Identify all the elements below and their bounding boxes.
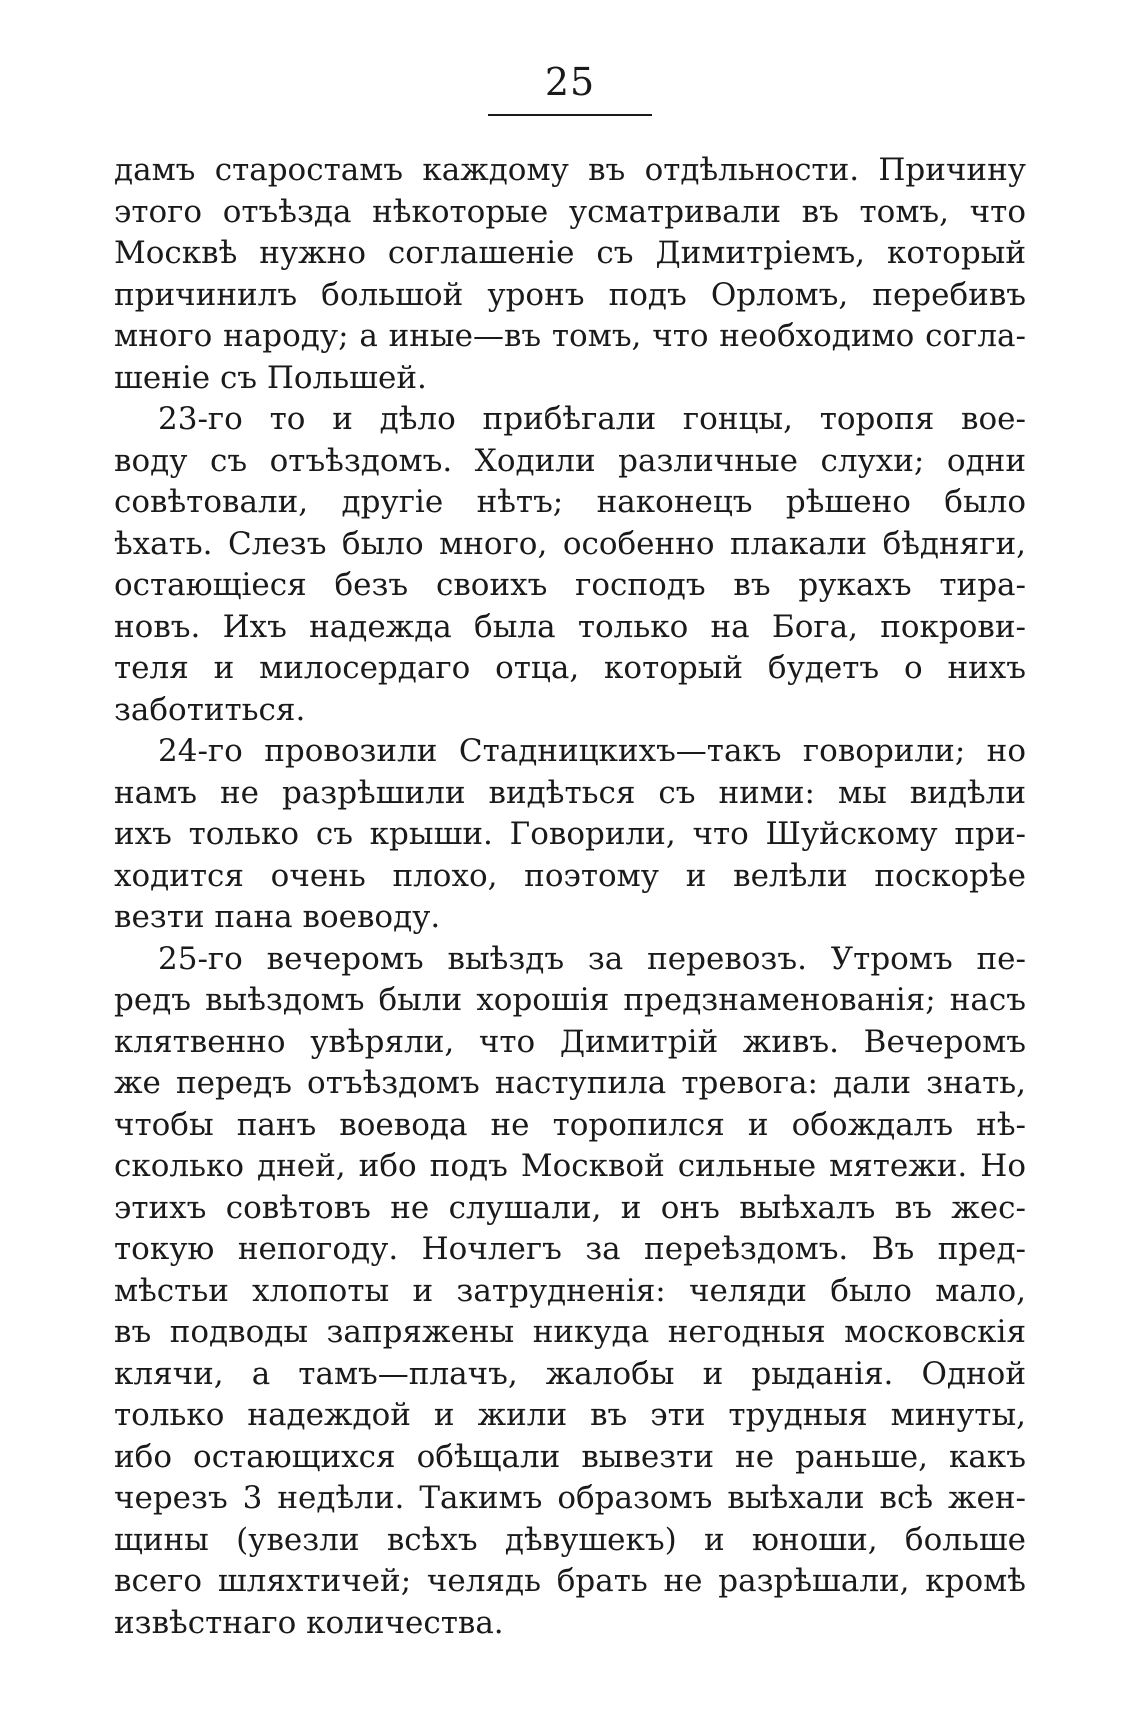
page-number: 25	[544, 60, 596, 104]
paragraph	[114, 939, 1026, 1645]
text-line: остающіеся безъ своихъ господъ въ рукахъ тира-	[114, 567, 1026, 603]
text-line: дамъ старостамъ каждому въ отдѣльности. Причину	[114, 152, 1026, 188]
body-text	[114, 150, 1026, 1644]
text-line: причинилъ большой уронъ подъ Орломъ, перебивъ	[114, 276, 1026, 313]
header-rule	[488, 114, 652, 116]
text-line: воду съ отъѣздомъ. Ходили различные слухи; одни	[114, 442, 1026, 479]
text-line: намъ не разрѣшили видѣться съ ними: мы видѣли	[114, 774, 1026, 811]
text-line: клячи, а тамъ—плачъ, жалобы и рыданія. Одной	[114, 1355, 1026, 1392]
text-line: же передъ отъѣздомъ наступила тревога: дали знать,	[114, 1065, 1026, 1101]
text-line: ѣхать. Слезъ было много, особенно плакали бѣдняги,	[114, 525, 1026, 562]
text-line: извѣстнаго количества.	[114, 1604, 504, 1641]
text-line: ходится очень плохо, поэтому и велѣли поскорѣе	[114, 857, 1026, 894]
paragraph	[114, 399, 1026, 731]
text-line: 24-го провозили Стадницкихъ—такъ говорили; но	[158, 733, 1026, 769]
text-line: Москвѣ нужно соглашеніе съ Димитріемъ, который	[114, 235, 1026, 271]
text-line: везти пана воеводу.	[114, 899, 441, 935]
text-line: новъ. Ихъ надежда была только на Бога, покрови-	[114, 608, 1026, 645]
text-line: этихъ совѣтовъ не слушали, и онъ выѣхалъ въ жес-	[114, 1189, 1026, 1226]
text-line: шеніе съ Польшей.	[114, 359, 427, 396]
text-line: сколько дней, ибо подъ Москвой сильные мятежи. Но	[114, 1148, 1026, 1184]
text-line: клятвенно увѣряли, что Димитрій живъ. Вечеромъ	[114, 1023, 1026, 1060]
text-line: ихъ только съ крыши. Говорили, что Шуйскому при-	[114, 816, 1026, 852]
text-line: редъ выѣздомъ были хорошія предзнаменованія; насъ	[114, 982, 1026, 1018]
text-line: щины (увезли всѣхъ дѣвушекъ) и юноши, больше	[114, 1521, 1026, 1558]
text-line: ибо остающихся обѣщали вывезти не раньше, какъ	[114, 1438, 1026, 1475]
paragraph	[114, 731, 1026, 939]
text-line: много народу; а иные—въ томъ, что необходимо согла-	[114, 318, 1026, 354]
paragraph	[114, 150, 1026, 399]
text-line: всего шляхтичей; челядь брать не разрѣшали, кромѣ	[114, 1563, 1026, 1599]
text-line: заботиться.	[114, 691, 306, 728]
text-line: 25-го вечеромъ выѣздъ за перевозъ. Утромъ пе-	[158, 940, 1026, 977]
text-line: токую непогоду. Ночлегъ за переѣздомъ. Въ пред-	[114, 1231, 1026, 1267]
text-line: совѣтовали, другіе нѣтъ; наконецъ рѣшено было	[114, 484, 1026, 520]
text-line: 23-го то и дѣло прибѣгали гонцы, торопя вое-	[158, 401, 1026, 437]
text-line: только надеждой и жили въ эти трудныя минуты,	[114, 1397, 1026, 1433]
text-line: въ подводы запряжены никуда негодныя московскія	[114, 1314, 1026, 1350]
text-line: этого отъѣзда нѣкоторые усматривали въ томъ, что	[114, 193, 1026, 230]
text-line: мѣстьи хлопоты и затрудненія: челяди было мало,	[114, 1272, 1026, 1309]
text-line: черезъ 3 недѣли. Такимъ образомъ выѣхали всѣ жен-	[114, 1480, 1026, 1516]
text-line: чтобы панъ воевода не торопился и обождалъ нѣ-	[114, 1106, 1026, 1143]
text-line: теля и милосердаго отца, который будетъ о нихъ	[114, 650, 1026, 686]
